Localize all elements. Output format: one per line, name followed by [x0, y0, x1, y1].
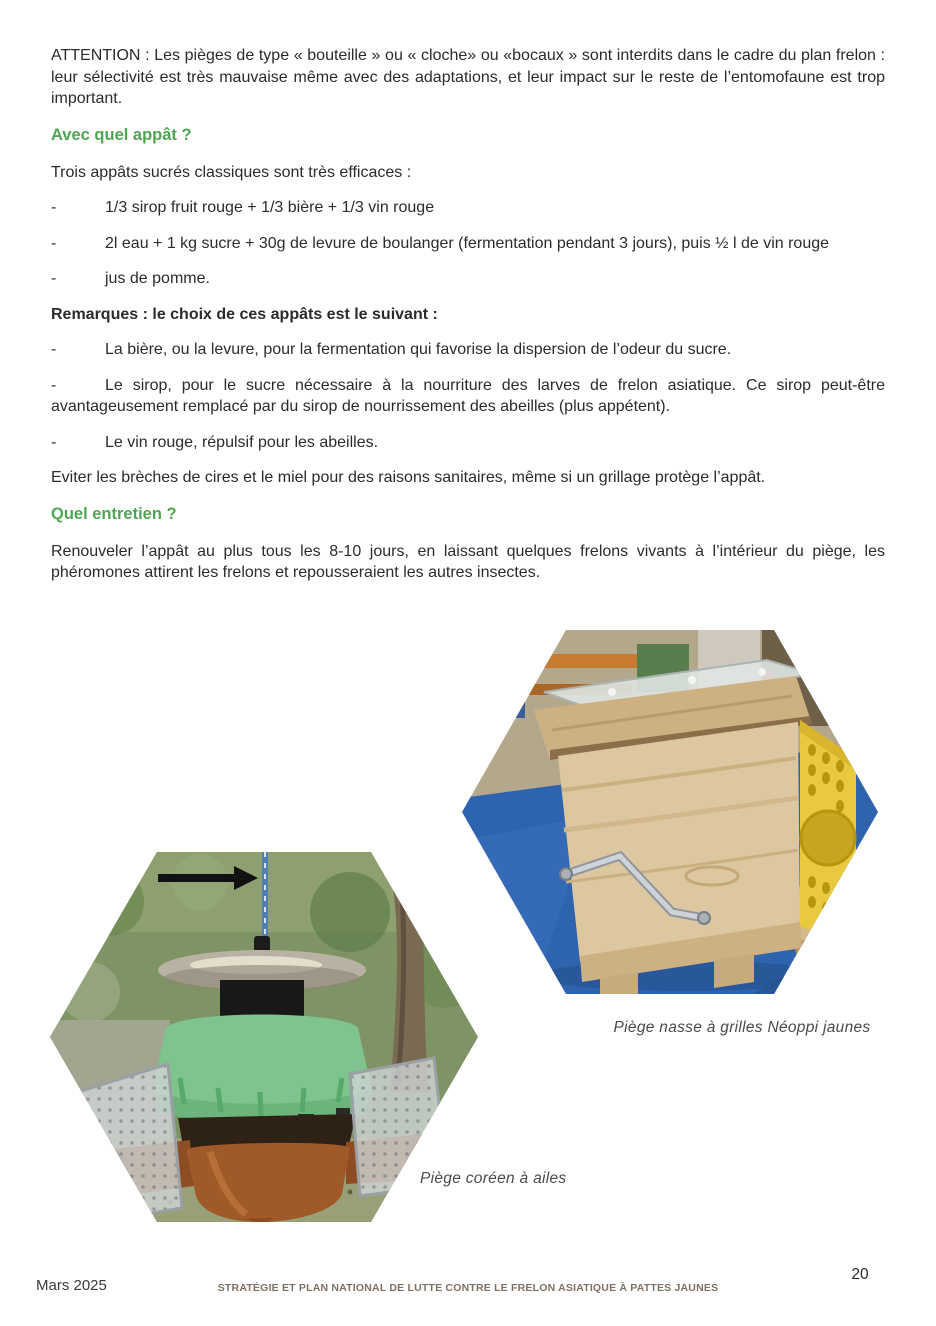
- list-item-text: 2l eau + 1 kg sucre + 30g de levure de boulanger (fermentation pendant 3 jours), puis ½ l de vin rouge: [105, 234, 830, 252]
- photo-piege-nasse: [462, 630, 878, 994]
- list-item-text: La bière, ou la levure, pour la fermentation qui favorise la dispersion de l’odeur du sucre.: [105, 341, 732, 358]
- list-item-bait-3: [51, 268, 885, 290]
- list-marker: -: [51, 376, 57, 394]
- maintenance-paragraph: Renouveler l’appât au plus tous les 8-10 jours, en laissant quelques frelons vivants à l’intérieur du piège, les phéromones attirent les frelons et repousseraient les autres insectes.: [51, 542, 885, 581]
- footer-date: Mars 2025: [36, 1277, 107, 1294]
- page-body-text: [51, 45, 885, 598]
- caption-piege-nasse: Piège nasse à grilles Néoppi jaunes: [613, 1019, 871, 1036]
- footer-title: STRATÉGIE ET PLAN NATIONAL DE LUTTE CONTRE LE FRELON ASIATIQUE À PATTES JAUNES: [217, 1282, 719, 1294]
- caption-piege-coreen: Piège coréen à ailes: [420, 1170, 567, 1187]
- list-marker: -: [51, 270, 57, 287]
- list-marker: -: [51, 199, 57, 216]
- section-heading-bait: Avec quel appât ?: [51, 125, 192, 144]
- list-item-text: jus de pomme.: [105, 270, 210, 287]
- page-number: 20: [851, 1266, 869, 1283]
- list-item-remark-2: [51, 375, 885, 418]
- list-item-text: Le vin rouge, répulsif pour les abeilles.: [105, 433, 379, 451]
- remarks-heading: Remarques : le choix de ces appâts est le suivant :: [51, 305, 438, 323]
- section-heading-maintenance: Quel entretien ?: [51, 504, 177, 523]
- list-marker: -: [51, 433, 57, 451]
- photo-piege-coreen: [50, 852, 478, 1222]
- list-item-remark-3: [51, 432, 885, 454]
- list-item-bait-2: [51, 233, 885, 255]
- attention-paragraph: ATTENTION : Les pièges de type « bouteille » ou « cloche» ou «bocaux » sont interdits dans le cadre du plan frelon : leur sélectivité est très mauvaise même avec des adaptations, et leur impact sur le reste de l’entomofaune est trop important.: [51, 47, 885, 107]
- list-item-text: Le sirop, pour le sucre nécessaire à la nourriture des larves de frelon asiatique. Ce sirop peut-être avantageusement remplacé par du sirop de nourrissement des abeilles (plus appétent).: [51, 376, 885, 415]
- list-marker: -: [51, 341, 57, 358]
- avoid-paragraph: Eviter les brèches de cires et le miel pour des raisons sanitaires, même si un grillage protège l’appât.: [51, 469, 766, 486]
- piege-nasse-illustration: [462, 630, 878, 994]
- bait-intro: Trois appâts sucrés classiques sont très efficaces :: [51, 163, 412, 181]
- list-marker: -: [51, 234, 57, 252]
- list-item-remark-1: [51, 339, 885, 361]
- piege-coreen-illustration: [50, 852, 478, 1222]
- list-item-text: 1/3 sirop fruit rouge + 1/3 bière + 1/3 vin rouge: [105, 199, 435, 216]
- list-item-bait-1: [51, 197, 885, 219]
